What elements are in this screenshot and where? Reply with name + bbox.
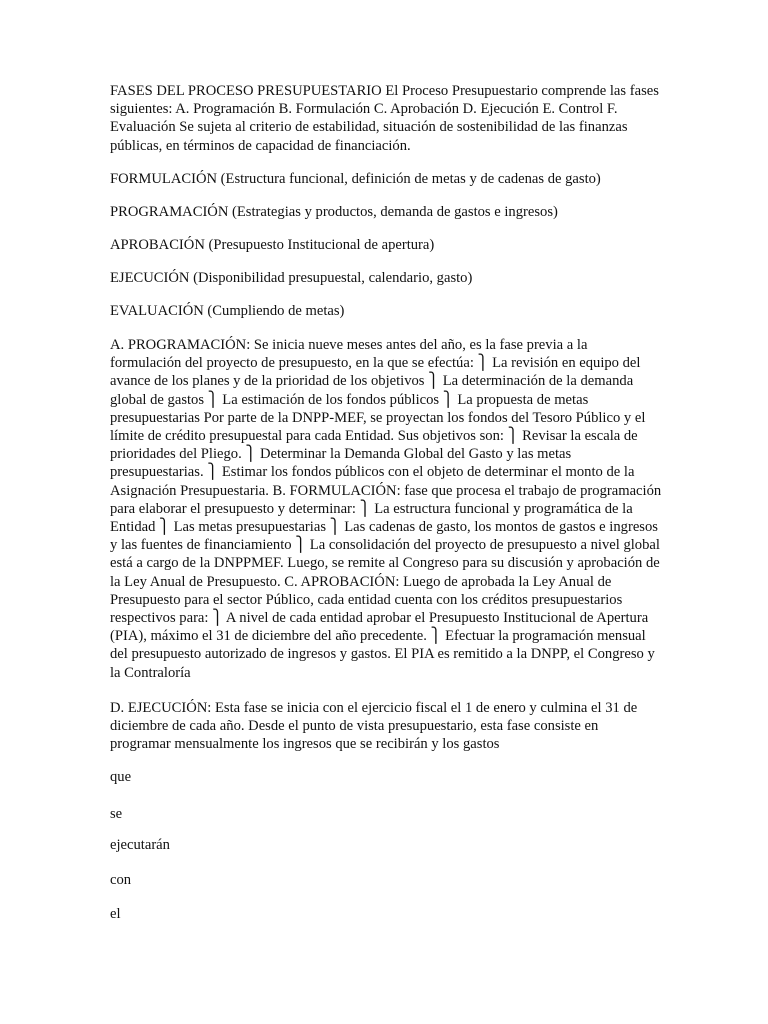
- trailing-word: se: [110, 806, 123, 822]
- ejecucion-detail-paragraph: D. EJECUCIÓN: Esta fase se inicia con el ejercicio fiscal el 1 de enero y culmina el 31 de diciembre de cada año. Desde el punto de vista presupuestario, esta fase consiste en programar mensualmente los ingresos que se recibirán y los gastos: [110, 700, 638, 753]
- trailing-word: que: [110, 769, 132, 785]
- trailing-word: con: [110, 872, 132, 888]
- intro-paragraph: FASES DEL PROCESO PRESUPUESTARIO El Proceso Presupuestario comprende las fases siguientes: A. Programación B. Formulación C. Aprobación D. Ejecución E. Control F. Evaluación Se sujeta al criterio de estabilidad, situación de sostenibilidad de las finanzas públicas, en términos de capacidad de financiación.: [110, 83, 659, 154]
- trailing-word: el: [110, 906, 121, 922]
- evaluacion-line: EVALUACIÓN (Cumpliendo de metas): [110, 303, 345, 319]
- aprobacion-line: APROBACIÓN (Presupuesto Institucional de apertura): [110, 237, 435, 253]
- programacion-line: PROGRAMACIÓN (Estrategias y productos, demanda de gastos e ingresos): [110, 204, 558, 220]
- ejecucion-line: EJECUCIÓN (Disponibilidad presupuestal, calendario, gasto): [110, 270, 473, 286]
- programacion-detail-paragraph: A. PROGRAMACIÓN: Se inicia nueve meses antes del año, es la fase previa a la formulación del proyecto de presupuesto, en la que se efectúa: ⎫ La revisión en equipo del avance de los planes y de la prioridad de los objetivos ⎫ La determinación de la demanda global de gastos ⎫ La estimación de los fondos públicos ⎫ La propuesta de metas presupuestarias Por parte de la DNPP-MEF, se proyectan los fondos del Tesoro Público y el límite de crédito presupuestal para cada Entidad. Sus objetivos son: ⎫ Revisar la escala de prioridades del Pliego. ⎫ Determinar la Demanda Global del Gasto y las metas presupuestarias. ⎫ Estimar los fondos públicos con el objeto de determinar el monto de la Asignación Presupuestaria. B. FORMULACIÓN: fase que procesa el trabajo de programación para elaborar el presupuesto y determinar: ⎫ La estructura funcional y programática de la Entidad ⎫ Las metas presupuestarias ⎫ Las cadenas de gasto, los montos de gastos e ingresos y las fuentes de financiamiento ⎫ La consolidación del proyecto de presupuesto a nivel global está a cargo de la DNPPMEF. Luego, se remite al Congreso para su discusión y aprobación de la Ley Anual de Presupuesto. C. APROBACIÓN: Luego de aprobada la Ley Anual de Presupuesto para el sector Público, cada entidad cuenta con los créditos presupuestarios respectivos para: ⎫ A nivel de cada entidad aprobar el Presupuesto Institucional de Apertura (PIA), máximo el 31 de diciembre del año precedente. ⎫ Efectuar la programación mensual del presupuesto autorizado de ingresos y gastos. El PIA es remitido a la DNPP, el Congreso y la Contraloría: [110, 337, 662, 681]
- formulacion-line: FORMULACIÓN (Estructura funcional, definición de metas y de cadenas de gasto): [110, 171, 601, 187]
- trailing-word: ejecutarán: [110, 837, 170, 853]
